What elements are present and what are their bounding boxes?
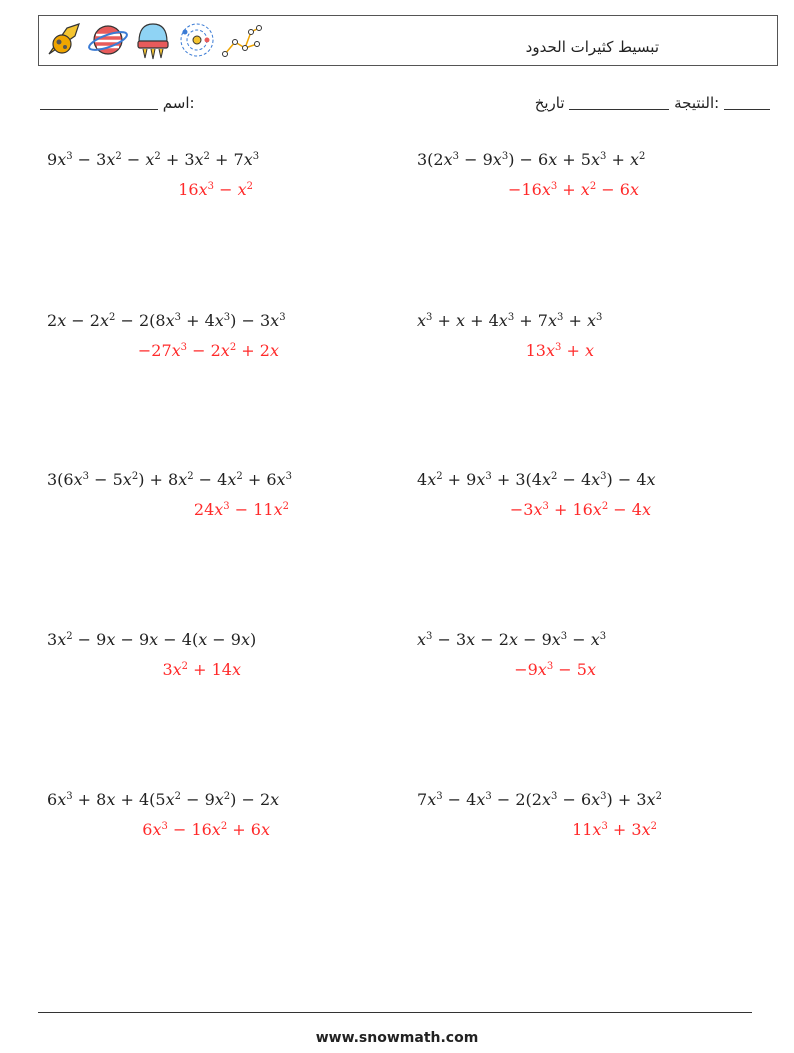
comet-icon [45, 20, 83, 60]
answer-2: $-16x^3 + x^2 - 6x$ [508, 180, 639, 199]
header-box [38, 15, 778, 66]
ringed-planet-icon [87, 20, 129, 60]
answer-8: $-9x^3 - 5x$ [514, 660, 596, 679]
name-field[interactable] [40, 94, 195, 112]
answer-7: $3x^2 + 14x$ [162, 660, 241, 679]
answer-10: $11x^3 + 3x^2$ [572, 820, 657, 839]
problem-8: $x^3 - 3x - 2x - 9x^3 - x^3$ [417, 630, 607, 649]
problem-6: $4x^2 + 9x^3 + 3(4x^2 - 4x^3) - 4x$ [417, 470, 656, 489]
answer-5: $24x^3 - 11x^2$ [193, 500, 289, 519]
footer-divider [38, 1012, 752, 1013]
answer-9: $6x^3 - 16x^2 + 6x$ [142, 820, 270, 839]
problem-4: $x^3 + x + 4x^3 + 7x^3 + x^3$ [417, 311, 603, 330]
answer-6: $-3x^3 + 16x^2 - 4x$ [509, 500, 651, 519]
name-underline[interactable] [40, 95, 158, 110]
header-icons [45, 20, 263, 62]
problem-7: $3x^2 - 9x - 9x - 4(x - 9x)$ [47, 630, 257, 649]
problem-3: $2x - 2x^2 - 2(8x^3 + 4x^3) - 3x^3$ [47, 311, 286, 330]
answer-3: $-27x^3 - 2x^2 + 2x$ [137, 341, 279, 360]
date-score-field[interactable] [535, 94, 770, 112]
date-label: تاريخ: [534, 94, 720, 112]
problem-9: $6x^3 + 8x + 4(5x^2 - 9x^2) - 2x$ [47, 790, 280, 809]
name-label: اسم: [162, 94, 195, 112]
rocket-icon [133, 20, 173, 62]
solar-system-icon [177, 20, 217, 60]
score-label: النتيجة [674, 94, 715, 112]
answer-4: $13x^3 + x$ [525, 341, 594, 360]
problem-1: $9x^3 - 3x^2 - x^2 + 3x^2 + 7x^3$ [47, 150, 260, 169]
date-underline[interactable] [724, 95, 770, 110]
worksheet-title: تبسيط كثيرات الحدود [525, 38, 659, 56]
score-underline[interactable] [569, 95, 669, 110]
footer-url: www.snowmath.com [315, 1030, 479, 1046]
constellation-icon [221, 20, 263, 60]
problem-10: $7x^3 - 4x^3 - 2(2x^3 - 6x^3) + 3x^2$ [417, 790, 662, 809]
problem-2: $3(2x^3 - 9x^3) - 6x + 5x^3 + x^2$ [417, 150, 646, 169]
answer-1: $16x^3 - x^2$ [178, 180, 253, 199]
problem-5: $3(6x^3 - 5x^2) + 8x^2 - 4x^2 + 6x^3$ [47, 470, 292, 489]
